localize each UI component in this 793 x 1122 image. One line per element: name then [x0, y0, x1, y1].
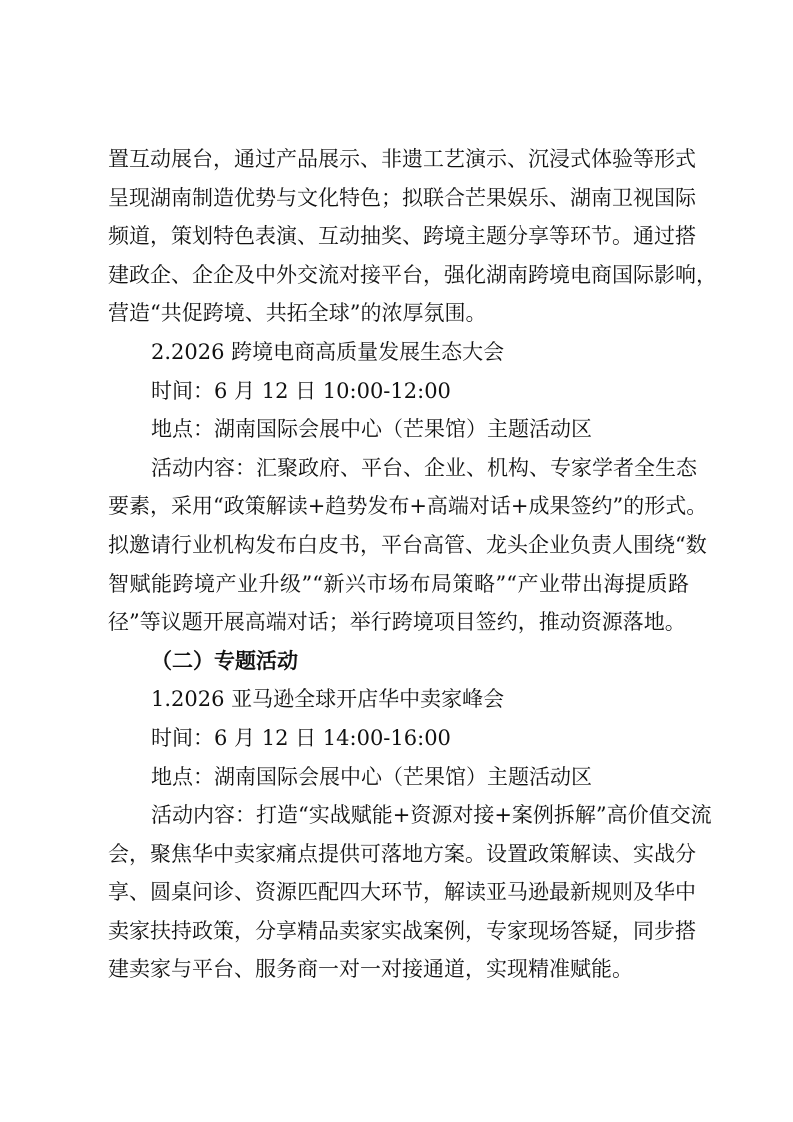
paragraph: [108, 372, 689, 411]
text-line: 营造“共促跨境、共拓全球”的浓厚氛围。: [108, 301, 487, 326]
text-line: 地点：湖南国际会展中心（芒果馆）主题活动区: [151, 764, 592, 789]
text-line: 会，聚焦华中卖家痛点提供可落地方案。设置政策解读、实战分: [108, 841, 696, 866]
text-line: 拟邀请行业机构发布白皮书，平台高管、龙头企业负责人围绕“数: [108, 532, 707, 557]
paragraph: [108, 758, 689, 797]
paragraph: [108, 333, 689, 372]
text-line: 享、圆桌问诊、资源匹配四大环节，解读亚马逊最新规则及华中: [108, 880, 696, 905]
text-line: 时间：6 月 12 日 14:00-16:00: [151, 725, 451, 750]
text-line: 径”等议题开展高端对话；举行跨境项目签约，推动资源落地。: [108, 610, 686, 635]
text-line: 要素，采用“政策解读+趋势发布+高端对话+成果签约”的形式。: [108, 494, 708, 519]
text-line: 呈现湖南制造优势与文化特色；拟联合芒果娱乐、湖南卫视国际: [108, 185, 696, 210]
paragraph: [108, 719, 689, 758]
text-line: 建卖家与平台、服务商一对一对接通道，实现精准赋能。: [108, 957, 633, 982]
text-line: 地点：湖南国际会展中心（芒果馆）主题活动区: [151, 417, 592, 442]
text-line: 1.2026 亚马逊全球开店华中卖家峰会: [151, 687, 505, 712]
text-line: 智赋能跨境产业升级”“新兴市场布局策略”“产业带出海提质路: [108, 571, 689, 596]
paragraph: [108, 796, 712, 989]
document-page: [108, 140, 717, 989]
text-line: 卖家扶持政策，分享精品卖家实战案例，专家现场答疑，同步搭: [108, 918, 696, 943]
text-line: 置互动展台，通过产品展示、非遗工艺演示、沉浸式体验等形式: [108, 147, 696, 171]
paragraph: [108, 410, 689, 449]
text-line: 活动内容：打造“实战赋能+资源对接+案例拆解”高价值交流: [151, 803, 712, 828]
text-line: 频道，策划特色表演、互动抽奖、跨境主题分享等环节。通过搭: [108, 224, 696, 249]
paragraph: [108, 449, 708, 642]
text-line: 建政企、企企及中外交流对接平台，强化湖南跨境电商国际影响，: [108, 262, 717, 287]
text-line: 活动内容：汇聚政府、平台、企业、机构、专家学者全生态: [151, 455, 697, 480]
text-line: 2.2026 跨境电商高质量发展生态大会: [151, 339, 505, 364]
text-line: 时间：6 月 12 日 10:00-12:00: [151, 378, 451, 403]
paragraph: [108, 680, 689, 719]
text-line: （二）专题活动: [151, 648, 298, 673]
paragraph: [108, 140, 717, 333]
section-heading: [108, 642, 689, 681]
